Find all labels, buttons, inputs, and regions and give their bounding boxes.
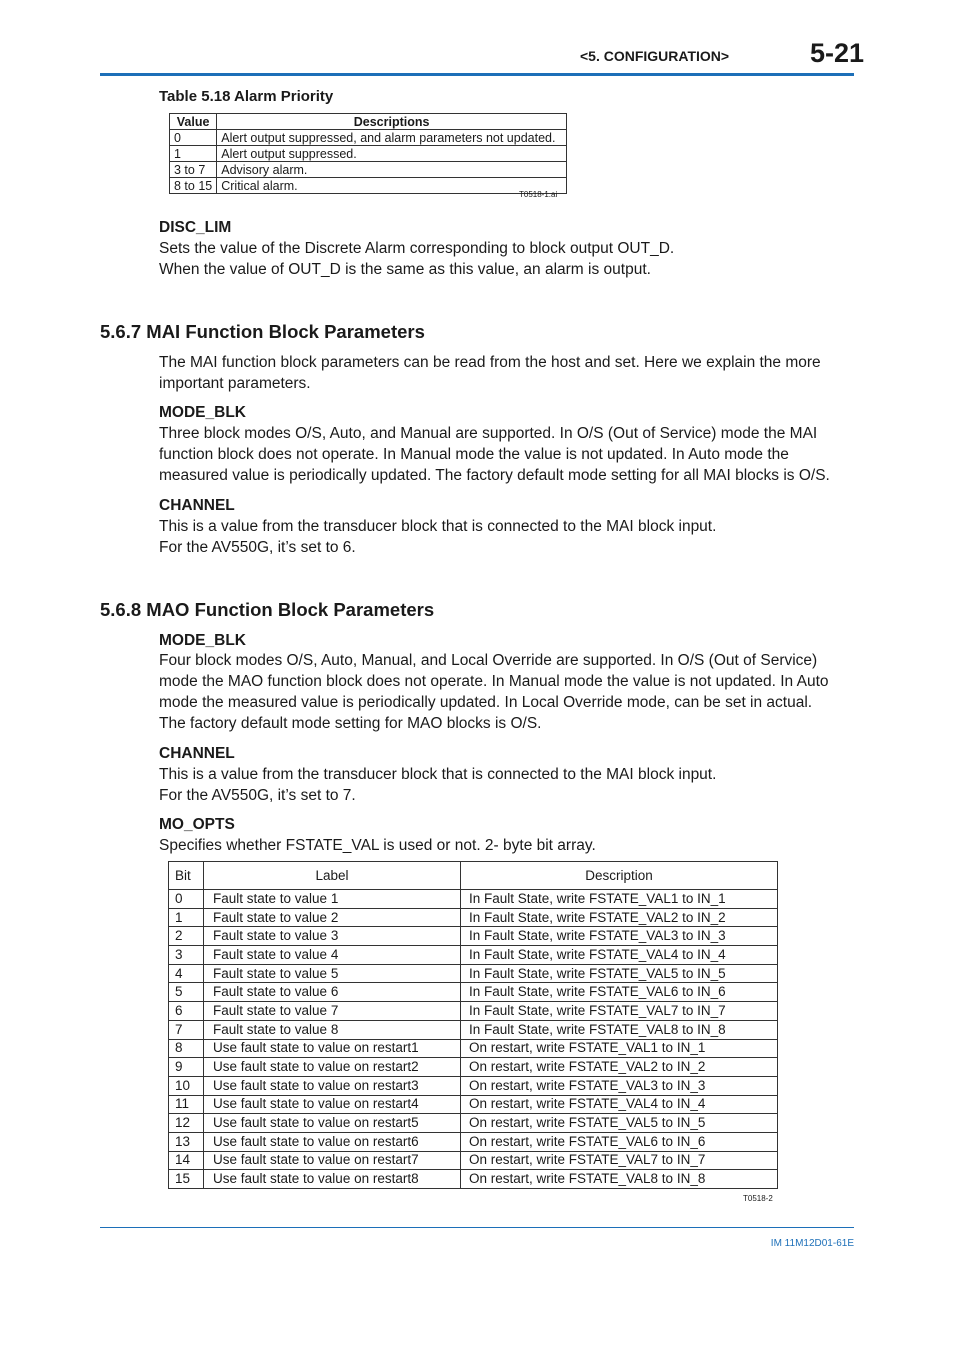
table-row xyxy=(169,1020,778,1039)
text-line: mode the MAO function block does not operate. In Manual mode the value is not updated. In Auto xyxy=(159,673,829,690)
table-row xyxy=(169,927,778,946)
table-cell: In Fault State, write FSTATE_VAL6 to IN_6 xyxy=(461,983,778,1002)
table-cell: Fault state to value 8 xyxy=(204,1020,461,1039)
table1-caption: Table 5.18 Alarm Priority xyxy=(159,88,334,105)
table-cell: In Fault State, write FSTATE_VAL3 to IN_3 xyxy=(461,927,778,946)
text-line: When the value of OUT_D is the same as this value, an alarm is output. xyxy=(159,261,651,278)
table-cell: In Fault State, write FSTATE_VAL5 to IN_5 xyxy=(461,964,778,983)
text-line: mode the measured value is periodically updated. In Local Override mode, can be set in actual. xyxy=(159,694,813,711)
table-cell: In Fault State, write FSTATE_VAL7 to IN_7 xyxy=(461,1002,778,1021)
table-row xyxy=(169,983,778,1002)
table-cell: Use fault state to value on restart8 xyxy=(204,1170,461,1189)
text-line: Three block modes O/S, Auto, and Manual are supported. In O/S (Out of Service) mode the MAI xyxy=(159,425,818,442)
mo-opts-term: MO_OPTS xyxy=(159,816,235,833)
table-cell: Advisory alarm. xyxy=(217,162,567,178)
column-header: Label xyxy=(204,862,461,890)
table-cell: 10 xyxy=(169,1076,204,1095)
table-cell: On restart, write FSTATE_VAL3 to IN_3 xyxy=(461,1076,778,1095)
table-cell: 5 xyxy=(169,983,204,1002)
table-cell: Fault state to value 1 xyxy=(204,890,461,909)
table-row xyxy=(169,946,778,965)
text-line: Sets the value of the Discrete Alarm corresponding to block output OUT_D. xyxy=(159,240,675,257)
alarm-priority-table xyxy=(169,113,567,194)
table-cell: Critical alarm. xyxy=(217,178,567,194)
table-row xyxy=(169,1002,778,1021)
disc-lim-term: DISC_LIM xyxy=(159,219,232,236)
table-cell: On restart, write FSTATE_VAL2 to IN_2 xyxy=(461,1058,778,1077)
mai-heading: 5.6.7 MAI Function Block Parameters xyxy=(100,321,425,342)
text-line: function block does not operate. In Manual mode the value is not updated. In Auto mode the xyxy=(159,446,789,463)
mai-intro xyxy=(159,352,821,394)
table-row xyxy=(169,1076,778,1095)
table-row xyxy=(170,162,567,178)
table-cell: 0 xyxy=(169,890,204,909)
table-cell: 9 xyxy=(169,1058,204,1077)
table-cell: 15 xyxy=(169,1170,204,1189)
table-cell: 0 xyxy=(170,130,217,146)
table-cell: On restart, write FSTATE_VAL8 to IN_8 xyxy=(461,1170,778,1189)
section-title: <5. CONFIGURATION> xyxy=(580,48,730,64)
table-cell: 7 xyxy=(169,1020,204,1039)
table-cell: Use fault state to value on restart1 xyxy=(204,1039,461,1058)
mao-channel-term: CHANNEL xyxy=(159,745,235,762)
header-rule xyxy=(100,73,854,76)
table-cell: Fault state to value 5 xyxy=(204,964,461,983)
table-cell: 14 xyxy=(169,1151,204,1170)
table-cell: 12 xyxy=(169,1114,204,1133)
mo-opts-table xyxy=(168,861,778,1189)
text-line: measured value is periodically updated. The factory default mode setting for all MAI blocks is O/S. xyxy=(159,467,830,484)
table-cell: On restart, write FSTATE_VAL7 to IN_7 xyxy=(461,1151,778,1170)
text-line: For the AV550G, it’s set to 7. xyxy=(159,787,356,804)
text-line: This is a value from the transducer block that is connected to the MAI block input. xyxy=(159,518,717,535)
table-row xyxy=(170,130,567,146)
table-cell: 8 xyxy=(169,1039,204,1058)
table-cell: 2 xyxy=(169,927,204,946)
mo-opts-text: Specifies whether FSTATE_VAL is used or not. 2- byte bit array. xyxy=(159,837,596,854)
table-cell: Use fault state to value on restart5 xyxy=(204,1114,461,1133)
table-cell: On restart, write FSTATE_VAL6 to IN_6 xyxy=(461,1132,778,1151)
table-cell: On restart, write FSTATE_VAL1 to IN_1 xyxy=(461,1039,778,1058)
table-cell: In Fault State, write FSTATE_VAL8 to IN_8 xyxy=(461,1020,778,1039)
table-cell: Fault state to value 6 xyxy=(204,983,461,1002)
table-cell: On restart, write FSTATE_VAL4 to IN_4 xyxy=(461,1095,778,1114)
mao-mode-term: MODE_BLK xyxy=(159,632,246,649)
text-line: The factory default mode setting for MAO blocks is O/S. xyxy=(159,715,542,732)
column-header: Bit xyxy=(169,862,204,890)
table-cell: Fault state to value 2 xyxy=(204,908,461,927)
table-cell: 3 to 7 xyxy=(170,162,217,178)
table-cell: In Fault State, write FSTATE_VAL1 to IN_1 xyxy=(461,890,778,909)
table-cell: Use fault state to value on restart4 xyxy=(204,1095,461,1114)
disc-lim-text xyxy=(159,238,674,280)
table-row xyxy=(169,908,778,927)
table-cell: Use fault state to value on restart2 xyxy=(204,1058,461,1077)
table-cell: Use fault state to value on restart7 xyxy=(204,1151,461,1170)
table-cell: On restart, write FSTATE_VAL5 to IN_5 xyxy=(461,1114,778,1133)
mao-mode-text xyxy=(159,650,829,734)
table-cell: In Fault State, write FSTATE_VAL4 to IN_4 xyxy=(461,946,778,965)
table-row xyxy=(170,146,567,162)
table-cell: 3 xyxy=(169,946,204,965)
mai-channel-term: CHANNEL xyxy=(159,497,235,514)
table-cell: Alert output suppressed. xyxy=(217,146,567,162)
table-row xyxy=(169,1114,778,1133)
table-cell: Fault state to value 3 xyxy=(204,927,461,946)
table-cell: 4 xyxy=(169,964,204,983)
table-cell: 13 xyxy=(169,1132,204,1151)
page-number: 5-21 xyxy=(810,38,865,68)
table2-note: T0518-2 xyxy=(743,1194,773,1203)
table-row xyxy=(170,178,567,194)
table-cell: Use fault state to value on restart3 xyxy=(204,1076,461,1095)
text-line: important parameters. xyxy=(159,375,311,392)
column-header: Description xyxy=(461,862,778,890)
table-row xyxy=(169,1132,778,1151)
table-cell: 11 xyxy=(169,1095,204,1114)
mai-mode-text xyxy=(159,423,830,486)
table-cell: 1 xyxy=(170,146,217,162)
text-line: This is a value from the transducer block that is connected to the MAI block input. xyxy=(159,766,717,783)
mai-channel-text xyxy=(159,516,716,558)
table-cell: Fault state to value 7 xyxy=(204,1002,461,1021)
table-row xyxy=(169,1095,778,1114)
table-header-row xyxy=(170,114,567,130)
mao-heading: 5.6.8 MAO Function Block Parameters xyxy=(100,599,435,620)
table-cell: Fault state to value 4 xyxy=(204,946,461,965)
table-header-row xyxy=(169,862,778,890)
mao-channel-text xyxy=(159,764,716,806)
text-line: Four block modes O/S, Auto, Manual, and Local Override are supported. In O/S (Out of Service) xyxy=(159,652,818,669)
document-id: IM 11M12D01-61E xyxy=(770,1238,854,1249)
table-row xyxy=(169,1058,778,1077)
table-cell: 8 to 15 xyxy=(170,178,217,194)
table-cell: Use fault state to value on restart6 xyxy=(204,1132,461,1151)
table-row xyxy=(169,1170,778,1189)
table-row xyxy=(169,1151,778,1170)
mai-mode-term: MODE_BLK xyxy=(159,404,246,421)
table-cell: 1 xyxy=(169,908,204,927)
table-cell: Alert output suppressed, and alarm parameters not updated. xyxy=(217,130,567,146)
table-cell: In Fault State, write FSTATE_VAL2 to IN_2 xyxy=(461,908,778,927)
text-line: The MAI function block parameters can be read from the host and set. Here we explain the more xyxy=(159,354,821,371)
column-header: Descriptions xyxy=(217,114,567,130)
table-row xyxy=(169,890,778,909)
table-cell: 6 xyxy=(169,1002,204,1021)
footer-rule xyxy=(100,1227,854,1228)
table-row xyxy=(169,964,778,983)
table-row xyxy=(169,1039,778,1058)
column-header: Value xyxy=(170,114,217,130)
text-line: For the AV550G, it’s set to 6. xyxy=(159,539,356,556)
table1-note: T0518-1.ai xyxy=(519,190,558,199)
